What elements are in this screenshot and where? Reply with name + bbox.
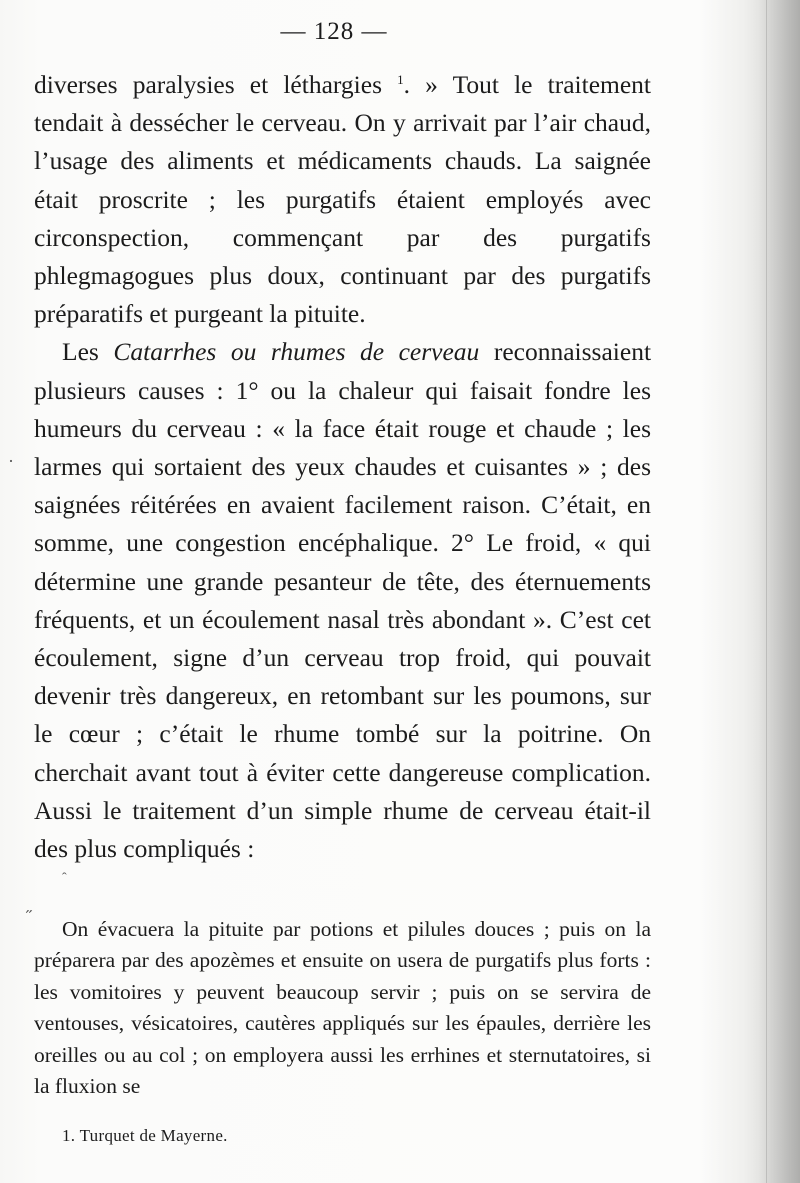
- page-number: — 128 —: [280, 18, 388, 45]
- paragraph-2: [34, 333, 651, 868]
- paragraph-1-start: diverses paralysies et léthargies: [34, 70, 382, 99]
- paragraph-1: [34, 66, 651, 333]
- page-edge-shadow: [758, 0, 800, 1183]
- paragraph-2-italic-term: Catarrhes ou rhumes de cerveau: [113, 337, 480, 367]
- paragraph-2-body: reconnaissaient plusieurs causes : 1° ou la chaleur qui faisait fondre les humeurs du cerveau : « la face était rouge et chaude ; les larmes qui sortaient des yeux chaudes et cuisantes » ; des saignées réitérées en avaient facilement raison. C’était, en somme, une congestion encéphalique. 2° Le froid, « qui détermine une grande pesanteur de tête, des éternuements fréquents, et un écoulement nasal très abondant ». C’est cet écoulement, signe d’un cerveau trop froid, qui pouvait devenir très dangereux, en retombant sur les poumons, sur le cœur ; c’était le rhume tombé sur la poitrine. On cherchait avant tout à éviter cette dangereuse complication. Aussi le traitement d’un simple rhume de cerveau était-il des plus compliqués :: [34, 337, 652, 864]
- paragraph-2-lead: Les: [62, 337, 99, 367]
- page-edge-line: [766, 0, 767, 1183]
- margin-small-mark: ˆ: [62, 871, 67, 886]
- margin-tick-mark: ˝: [26, 907, 32, 927]
- block-quote: [34, 914, 651, 1102]
- body-text: [34, 66, 651, 868]
- paragraph-1-end: . » Tout le traitement tendait à dessécher le cerveau. On y arrivait par l’air chaud, l’usage des aliments et médicaments chauds. La saignée était proscrite ; les purgatifs étaient employés avec circonspection, commençant par des purgatifs phlegmagogues plus doux, continuant par des purgatifs préparatifs et purgeant la pituite.: [34, 70, 651, 329]
- footnote-reference: 1: [397, 72, 404, 87]
- footnote: 1. Turquet de Mayerne.: [62, 1126, 228, 1145]
- margin-dot-mark: ·: [8, 451, 14, 471]
- quote-paragraph: On évacuera la pituite par potions et pilules douces ; puis on la préparera par des apozèmes et ensuite on usera de purgatifs plus forts : les vomitoires y peuvent beaucoup servir ; puis on se servira de ventouses, vésicatoires, cautères appliqués sur les épaules, derrière les oreilles ou au col ; on employera aussi les errhines et sternutatoires, si la fluxion se: [34, 917, 651, 1099]
